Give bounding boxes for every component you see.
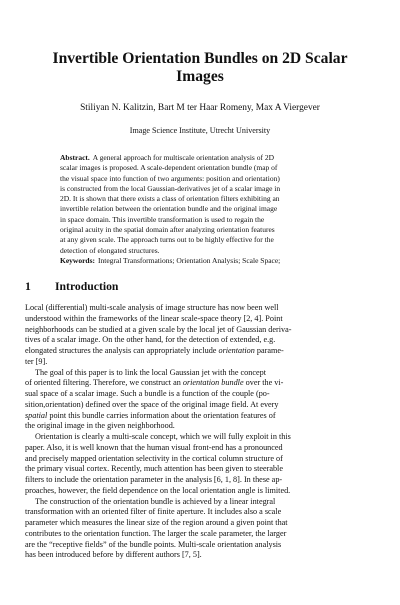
title-line-2: Images (176, 68, 224, 85)
abstract-line: original acuity in the spatial domain after analyzing orientation features (60, 225, 275, 235)
section-number: 1 (25, 280, 31, 293)
body-line: filters to include the orientation parameter in the analysis [6, 1, 8]. In these ap- (25, 475, 283, 484)
body-fragment: over the vi- (243, 378, 284, 388)
abstract-text: A general approach for multiscale orientation analysis of 2D (92, 153, 274, 162)
author-list: Stiliyan N. Kalitzin, Bart M ter Haar Romeny, Max A Viergever (80, 103, 320, 113)
keywords-line (60, 256, 348, 266)
body-line (25, 346, 377, 357)
emphasis-text: orientation (218, 346, 255, 355)
abstract-line: scalar images is proposed. A scale-dependent orientation bundle (map of (60, 163, 278, 173)
body-line: The goal of this paper is to link the local Gaussian jet with the concept (35, 367, 267, 377)
body-fragment: of oriented filtering. Therefore, we construct an (25, 378, 183, 388)
abstract-line: detection of elongated structures. (60, 245, 160, 255)
body-line: contributes to the orientation function. The larger the scale parameter, the larger (25, 528, 287, 538)
body-line: transformation with an oriented filter of finite aperture. It includes also a scale (25, 507, 282, 517)
abstract-line: at any given scale. The approach turns out to be highly effective for the (60, 235, 274, 245)
abstract-block (60, 153, 348, 266)
body-line: sition,orientation) defined over the space of the original image field. At every (25, 399, 279, 409)
body-fragment: point this bundle carries information about the orientation features of (47, 410, 276, 420)
body-line: sual space of a scalar image. Such a bundle is a function of the couple (po- (25, 389, 270, 398)
body-line (25, 378, 377, 389)
body-line: ter [9]. (25, 356, 48, 366)
body-line: the original image in the given neighborhood. (25, 421, 175, 431)
body-line: understood within the frameworks of the linear scale-space theory [2, 4]. Point (25, 313, 283, 323)
body-text (25, 303, 377, 561)
abstract-line: in space domain. This invertible transformation is used to regain the (60, 214, 265, 224)
abstract-line: invertible relation between the orientation bundle and the original image (60, 204, 278, 214)
body-line: tives of a scalar image. On the other hand, for the detection of extended, e.g. (25, 335, 276, 345)
body-line: paper. Also, it is well known that the human visual front-end has a pronounced (25, 442, 283, 452)
section-title: Introduction (55, 280, 119, 293)
body-fragment: parame- (254, 346, 284, 355)
body-line: proaches, however, the field dependence on the local orientation angle is limited. (25, 485, 291, 495)
body-line: has been introduced before by different authors [7, 5]. (25, 550, 202, 560)
body-line: The construction of the orientation bundle is achieved by a linear integral (35, 496, 276, 506)
body-line: Local (differential) multi-scale analysis of image structure has now been well (25, 303, 279, 312)
affiliation: Image Science Institute, Utrecht University (129, 126, 271, 135)
body-line: Orientation is clearly a multi-scale concept, which we will fully exploit in this (35, 432, 291, 441)
body-fragment: elongated structures the analysis can appropriately include (25, 346, 219, 355)
body-line: are the “receptive fields” of the bundle points. Multi-scale orientation analysis (25, 539, 282, 549)
keywords-label: Keywords: (60, 255, 95, 265)
body-line (25, 411, 377, 422)
body-line: and precisely mapped orientation selectivity in the cortical column structure of (25, 453, 283, 463)
keywords-text: Integral Transformations; Orientation Analysis; Scale Space; (98, 255, 281, 265)
abstract-label: Abstract. (60, 153, 90, 162)
emphasis-text: orientation bundle (182, 378, 244, 388)
paper-title (50, 50, 350, 86)
abstract-line: is constructed from the local Gaussian-derivatives jet of a scalar image in (60, 183, 281, 193)
abstract-line: 2D. It is shown that there exists a class of orientation filters exhibiting an (60, 194, 280, 204)
body-line: the primary visual cortex. Recently, much attention has been given to steerable (25, 464, 283, 474)
abstract-line: the visual space into function of two arguments: position and orientation) (60, 173, 280, 183)
body-line: parameter which measures the linear size of the region around a given point that (25, 518, 288, 527)
emphasis-text: spatial (25, 410, 48, 420)
title-line-1: Invertible Orientation Bundles on 2D Scalar (52, 50, 348, 67)
abstract-line (60, 153, 348, 163)
body-line: neighborhoods can be studied at a given scale by the local jet of Gaussian deriva- (25, 324, 292, 334)
section-heading (25, 280, 325, 294)
